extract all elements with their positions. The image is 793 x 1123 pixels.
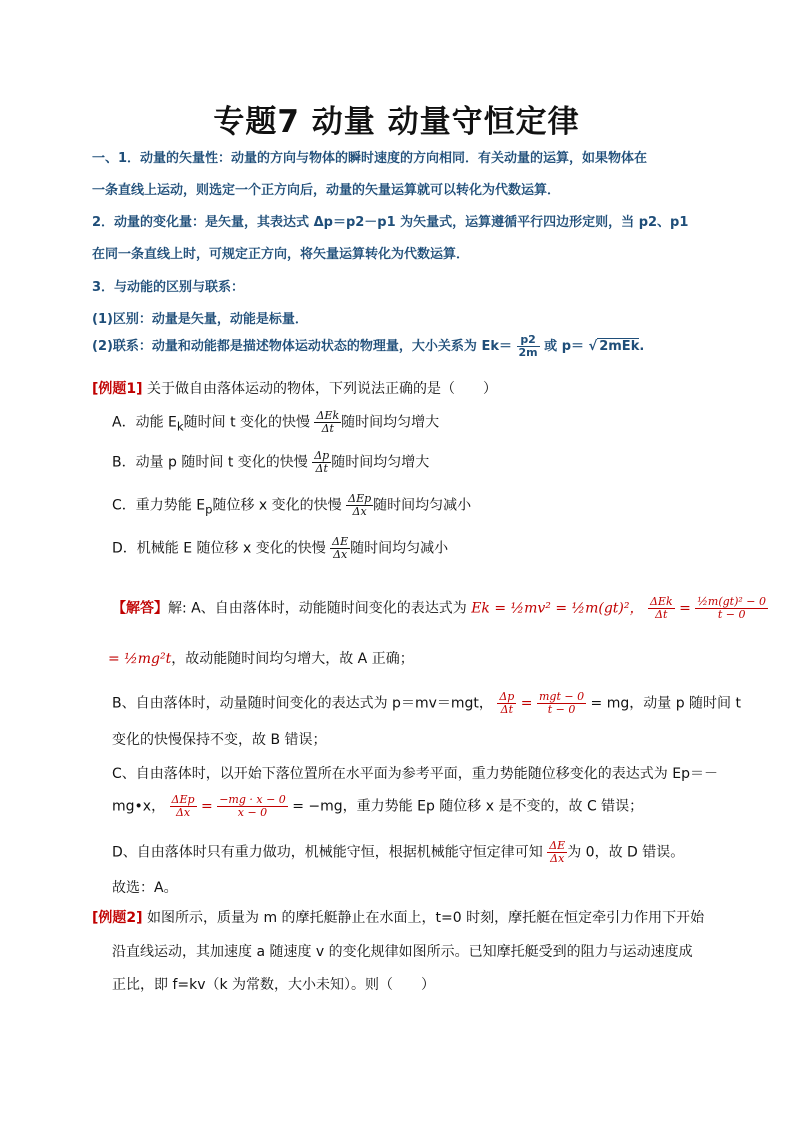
example-2-line-2: 沿直线运动，其加速度 a 随速度 v 的变化规律如图所示。已知摩托艇受到的阻力与运动速度成: [112, 944, 693, 960]
relation-fraction: $\frac{p2}{2m}$: [518, 333, 538, 359]
intro-line-2: 一条直线上运动，则选定一个正方向后，动量的矢量运算就可以转化为代数运算．: [92, 183, 561, 198]
sqrt-sign: √: [588, 339, 598, 354]
option-d[interactable]: D．机械能 E 随位移 x 变化的快慢 $\frac{\Delta E}{\Delta x}$ 随时间均匀减小: [112, 535, 449, 561]
solution-tag: 【解答】: [112, 600, 168, 617]
option-b-fraction: $\frac{\Delta p}{\Delta t}$: [314, 449, 330, 475]
option-c-fraction: $\frac{\text{ΔEp}}{\Delta x}$: [348, 492, 372, 518]
example-2-line-1: [例题2] 如图所示，质量为 m 的摩托艇静止在水面上，t=0 时刻，摩托艇在恒定牵引力作用下开始: [92, 910, 705, 926]
option-c[interactable]: C．重力势能 $E_p$随位移 x 变化的快慢 $\frac{\text{ΔEp}}{\Delta x}$ 随时间均匀减小: [112, 492, 472, 518]
intro-line-6: (1)区别：动量是矢量，动能是标量．: [92, 312, 308, 327]
intro-line-3: 2．动量的变化量：是矢量，其表达式 Δp＝p2－p1 为矢量式，运算遵循平行四边形定则，当 p2、p1: [92, 215, 689, 230]
sqrt-content: 2mEk: [599, 339, 640, 354]
option-a-fraction: $\frac{\text{ΔEk}}{\Delta t}$: [316, 409, 340, 435]
solution-line-6: mg•x， $\frac{\text{ΔEp}}{\Delta x}$ = $\frac{-mg \cdot x - 0}{x - 0}$ = −mg，重力势能 Ep 随位移 x 是不变的，故 C 错误；: [112, 793, 644, 819]
example-1-tag: [例题1]: [92, 381, 143, 397]
intro-line-1: 一、1．动量的矢量性：动量的方向与物体的瞬时速度的方向相同．有关动量的运算，如果物体在: [92, 151, 648, 166]
relation-or: 或 p＝: [544, 339, 585, 354]
example-1-question: 关于做自由落体运动的物体，下列说法正确的是（ ）: [147, 381, 497, 397]
intro-line-5: 3．与动能的区别与联系：: [92, 280, 245, 295]
option-b[interactable]: B．动量 p 随时间 t 变化的快慢 $\frac{\Delta p}{\Delta t}$ 随时间均匀增大: [112, 449, 430, 475]
option-d-fraction: $\frac{\Delta E}{\Delta x}$: [332, 535, 349, 561]
solution-line-3: B、自由落体时，动量随时间变化的表达式为 p＝mv＝mgt， $\frac{\Delta p}{\Delta t}$ = $\frac{\text{mgt − 0}}{t - 0}$ = mg，动量 p 随时间 t: [112, 690, 741, 716]
example-2-line-3: 正比，即 f=kv（k 为常数，大小未知）。则（ ）: [112, 977, 436, 993]
example-1-stem: [92, 378, 497, 398]
example-2-tag: [例题2]: [92, 910, 143, 926]
solution-line-7: D、自由落体时只有重力做功，机械能守恒，根据机械能守恒定律可知 $\frac{\Delta E}{\Delta x}$ 为 0，故 D 错误。: [112, 839, 685, 865]
option-a[interactable]: A．动能 $E_k$随时间 t 变化的快慢 $\frac{\text{ΔEk}}{\Delta t}$ 随时间均匀增大: [112, 409, 440, 435]
solution-line-4: 变化的快慢保持不变，故 B 错误；: [112, 732, 327, 748]
solution-line-1: 【解答】解: A、自由落体时，动能随时间变化的表达式为 Ek = ½mv² = ½m(gt)²， $\frac{\text{ΔEk}}{\Delta t}$ = $\frac{\text{½m(gt)² − 0}}{t - 0}$: [112, 595, 767, 621]
solution-choice: 故选：A。: [112, 880, 178, 896]
relation-text: (2)联系：动量和动能都是描述物体运动状态的物理量，大小关系为 Ek＝: [92, 339, 512, 354]
solution-line-5: C、自由落体时，以开始下落位置所在水平面为参考平面，重力势能随位移变化的表达式为 Ep＝－: [112, 766, 718, 782]
solution-line-2: = ½mg²t，故动能随时间均匀增大，故 A 正确；: [108, 651, 414, 667]
intro-line-4: 在同一条直线上时，可规定正方向，将矢量运算转化为代数运算．: [92, 247, 470, 262]
intro-line-7: (2)联系：动量和动能都是描述物体运动状态的物理量，大小关系为 Ek＝ $\frac{p2}{2m}$ 或 p＝ √ 2mEk.: [92, 333, 645, 359]
page-title: 专题7 动量 动量守恒定律: [213, 104, 580, 140]
